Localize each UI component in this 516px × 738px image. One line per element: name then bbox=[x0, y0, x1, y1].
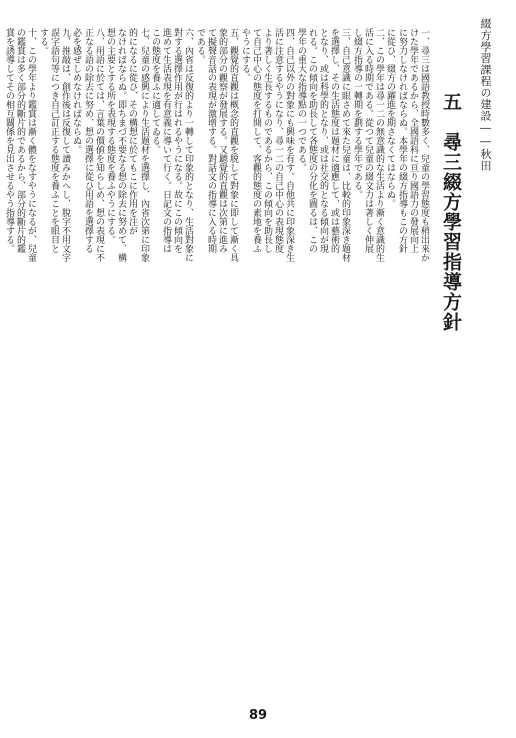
text-column: 活に入る時期である。從つて兒童の綴文力は著しく伸展 bbox=[363, 28, 373, 253]
text-column: 三、自己意識に眼さめて來た兒童は、比較的印象深き題材 bbox=[340, 28, 350, 262]
text-column: 八、用語に於ては、言葉の價値を知らしめ、想の表現に不 bbox=[94, 28, 104, 262]
text-column: に從ひ、綴方の躍進を期さなくてはならぬ。 bbox=[385, 28, 395, 208]
text-column: である。 bbox=[195, 28, 205, 64]
text-column: 十、この學年より鑑賞は漸く體をなすやうになるが、兒童 bbox=[26, 28, 36, 262]
text-column: 二、この學年は尋一二の無意識的な生活より漸く意識的生 bbox=[374, 28, 384, 262]
text-column: 七、兒童の感興により生活題材を選擇し、內省次第に印象 bbox=[139, 28, 149, 262]
page-number: 89 bbox=[248, 708, 268, 723]
text-column: けた學年であるから、全國語科に亘り國語力の發展向上 bbox=[408, 28, 418, 253]
text-column: れる。この傾向を助長して各態度の分化を圖るは、この bbox=[307, 28, 317, 253]
text-column: より著しく生長するものであるから、この傾向を助長し bbox=[262, 28, 272, 253]
section-title: 五 尋三綴方學習指導方針 bbox=[440, 92, 462, 332]
text-column: する。 bbox=[38, 28, 48, 55]
text-column: 對する選擇作用が行はれるやうになる。故にこの傾向を bbox=[172, 28, 182, 253]
text-column: なければならぬ。即ちまづ不要なる想の除去に努めて、構 bbox=[116, 28, 126, 262]
text-column: て自己中心の態度を打開して、客觀的態度の素地を養ふ bbox=[251, 28, 261, 253]
text-column: 進めて生活表現を有意義に導いて行く。日記文の指導は bbox=[161, 28, 171, 253]
text-column: 六、內省は反復的より一轉して印象的となり、生活對象に bbox=[183, 28, 193, 262]
text-column: に努力しなければならぬ。本學年の綴方指導もこの方針 bbox=[397, 28, 407, 253]
text-column: 學年の重大な指導點の一つである。 bbox=[296, 28, 306, 172]
text-column: 四、自己以外の對象にも興味を有す。自他共に印象深き生 bbox=[284, 28, 294, 262]
text-column: 想の主要とする所を表現する態度を養ふやうにする。 bbox=[105, 28, 115, 244]
text-column: の鑑賞は多く部分的斷片的であるから、部分的斷片的鑑 bbox=[15, 28, 25, 253]
text-column: て擬聲音話の表現が激增する。對話文の指導に入る時期 bbox=[206, 28, 216, 253]
text-column: 賞を誘導してその相互關係を見出させるやう指導する。 bbox=[4, 28, 14, 253]
text-column: 象的部分の觀察が發展する。又聽覺的直觀は次第に進み bbox=[217, 28, 227, 253]
text-column: を選擇し、その生活態度は題材に適應して、或は藝術的 bbox=[329, 28, 339, 253]
text-column: 的になるに從ひ、その構想に於てもこに作用を注が bbox=[127, 28, 137, 235]
text-column: 活に注意するやうになり、尋一二の自己中心の表現態度 bbox=[273, 28, 283, 253]
text-column: 五、觀覺的直觀は概念的直觀を脱して對象に即して漸く具 bbox=[228, 28, 238, 262]
text-column: 一、尋三は國語教授時數多く、兒童の學習態度も稍出來か bbox=[419, 28, 429, 262]
running-header: 綴方學習課程の建設――秋田 bbox=[479, 18, 492, 172]
text-column: となり、或は科學的となり、或は社交的となる傾向が現 bbox=[318, 28, 328, 253]
text-column: 正なる語の除去に努め、想の選擇に從ひ用語を選擇する bbox=[83, 28, 93, 253]
text-column: 誤字語句等につき自己訂正する態度を養ふことを眼目と bbox=[49, 28, 59, 253]
text-column: 九、推敲は、創作後は反復して讀みかへし、脫字不用文字 bbox=[60, 28, 70, 262]
text-column: やうにする。 bbox=[240, 28, 250, 82]
text-column: し綴方指導の一轉期を劃する學年である。 bbox=[352, 28, 362, 199]
text-column: 必を感ぜしめなければならぬ。 bbox=[71, 28, 81, 154]
text-column: この態度を養ふに適してゐる。 bbox=[150, 28, 160, 154]
